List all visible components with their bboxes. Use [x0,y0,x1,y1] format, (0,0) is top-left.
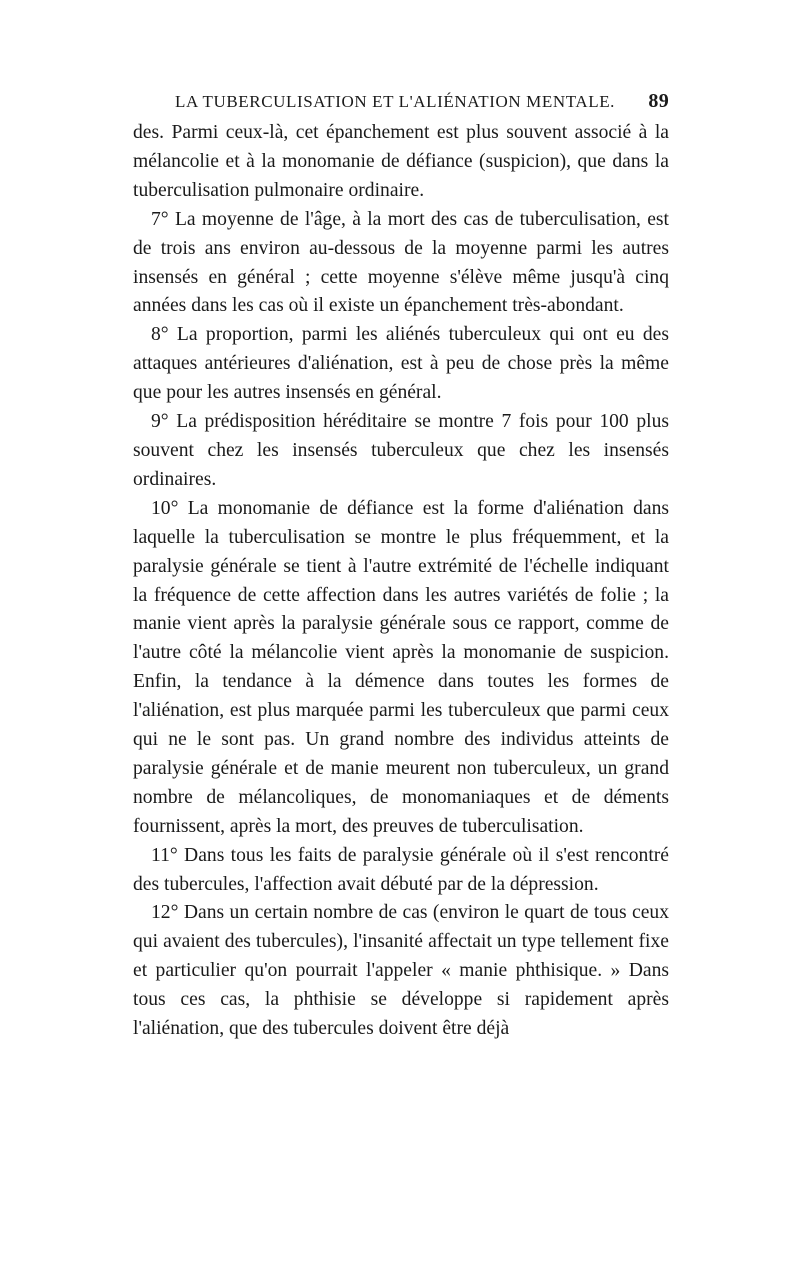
paragraph-item-8: 8° La proportion, parmi les aliénés tuberculeux qui ont eu des attaques antérieures d'aliénation, est à peu de chose près la même que pour les autres insensés en général. [133,324,669,404]
running-header [175,90,669,113]
paragraph-continuation: des. Parmi ceux-là, cet épanchement est plus souvent associé à la mélancolie et à la monomanie de défiance (suspicion), que dans la tuberculisation pulmonaire ordinaire. [133,122,669,201]
paragraph-item-11: 11° Dans tous les faits de paralysie générale où il s'est rencontré des tubercules, l'affection avait débuté par de la dépression. [133,844,669,895]
page-number: 89 [648,90,669,112]
book-page [133,90,669,1044]
paragraph-item-9: 9° La prédisposition héréditaire se montre 7 fois pour 100 plus souvent chez les insensés tuberculeux que chez les insensés ordinaires. [133,411,669,490]
paragraph-item-12: 12° Dans un certain nombre de cas (environ le quart de tous ceux qui avaient des tubercules), l'insanité affectait un type tellement fixe et particulier qu'on pourrait l'appeler « manie phthisique. » Dans tous ces cas, la phthisie se développe si rapidement après l'aliénation, que des tubercules doivent être déjà [133,902,669,1040]
paragraph-item-10: 10° La monomanie de défiance est la forme d'aliénation dans laquelle la tuberculisation se montre le plus fréquemment, et la paralysie générale se tient à l'autre extrémité de l'échelle indiquant la fréquence de cette affection dans les autres variétés de folie ; la manie vient après la paralysie générale sous ce rapport, comme de l'autre côté la mélancolie vient après la monomanie de suspicion. Enfin, la tendance à la démence dans toutes les formes de l'aliénation, est plus marquée parmi les tuberculeux que parmi ceux qui ne le sont pas. Un grand nombre des individus atteints de paralysie générale et de manie meurent non tuberculeux, un grand nombre de mélancoliques, de monomaniaques et de déments fournissent, après la mort, des preuves de tuberculisation. [133,497,669,837]
paragraph-item-7: 7° La moyenne de l'âge, à la mort des cas de tuberculisation, est de trois ans environ au-dessous de la moyenne parmi les autres insensés en général ; cette moyenne s'élève même jusqu'à cinq années dans les cas où il existe un épanchement très-abondant. [133,208,669,317]
running-title: LA TUBERCULISATION ET L'ALIÉNATION MENTALE. [175,92,616,111]
